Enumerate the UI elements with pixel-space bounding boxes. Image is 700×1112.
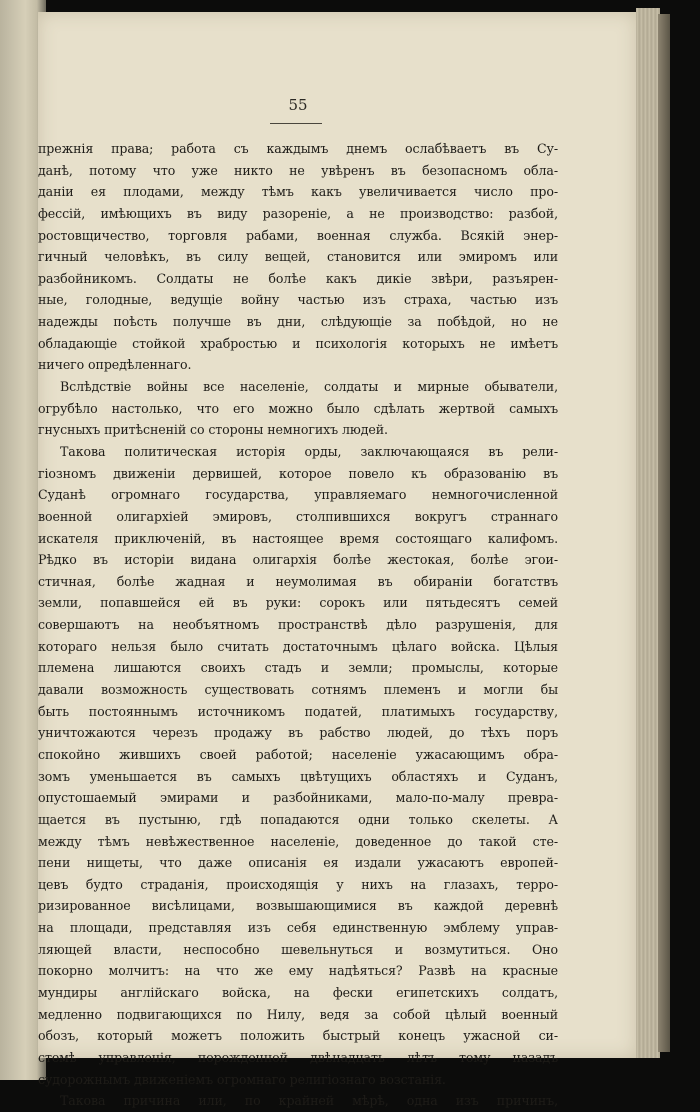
text-line: уничтожаются черезъ продажу въ рабство людей, до тѣхъ поръ: [38, 725, 558, 741]
text-line: ризированное висѣлицами, возвышающимися въ каждой деревнѣ: [38, 898, 558, 914]
text-line: ные, голодные, ведущіе войну частью изъ страха, частью изъ: [38, 292, 558, 308]
text-line: медленно подвигающихся по Нилу, ведя за собой цѣлый военный: [38, 1006, 558, 1022]
text-line: земли, попавшейся ей въ руки: сорокъ или пятьдесятъ семей: [38, 595, 558, 611]
page-number: 55: [288, 96, 308, 114]
text-line: огрубѣло настолько, что его можно было сдѣлать жертвой самыхъ: [38, 400, 558, 416]
page-block-edge: [636, 8, 660, 1058]
text-line: надежды поѣсть получше въ дни, слѣдующіе за побѣдой, но не: [38, 314, 558, 330]
book-page: [38, 12, 636, 1109]
text-line: давали возможность существовать сотнямъ племенъ и могли бы: [38, 682, 558, 698]
text-line: разбойникомъ. Солдаты не болѣе какъ дикіе звѣри, разъярен-: [38, 270, 558, 286]
text-line: Такова причина или, по крайней мѣрѣ, одна изъ причинъ,: [60, 1093, 558, 1109]
text-line: фессій, имѣющихъ въ виду разореніе, а не производство: разбой,: [38, 205, 558, 221]
text-line: искателя приключеній, въ настоящее время состоящаго калифомъ.: [38, 530, 558, 546]
body-text: [38, 138, 558, 1112]
text-line: племена лишаются своихъ стадъ и земли; промыслы, которые: [38, 660, 558, 676]
text-line: между тѣмъ невѣжественное населеніе, доведенное до такой сте-: [38, 833, 558, 849]
page-number-rule: [270, 123, 322, 124]
text-line: обозъ, который можетъ положить быстрый конецъ ужасной си-: [38, 1028, 558, 1044]
text-line: ничего опредѣленнаго.: [38, 357, 192, 373]
text-line: мундиры англійскаго войска, на фески египетскихъ солдатъ,: [38, 984, 558, 1000]
text-line: опустошаемый эмирами и разбойниками, мало-по-малу превра-: [38, 790, 558, 806]
text-line: быть постояннымъ источникомъ податей, платимыхъ государству,: [38, 703, 558, 719]
text-line: прежнія права; работа съ каждымъ днемъ ослабѣваетъ въ Су-: [38, 141, 558, 156]
text-line: котораго нельзя было считать достаточнымъ цѣлаго войска. Цѣлыя: [38, 638, 558, 654]
text-line: судорожнымъ движеніемъ огромнаго религіознаго возстанія.: [38, 1071, 446, 1087]
text-line: даніи ея плодами, между тѣмъ какъ увеличивается число про-: [38, 184, 558, 200]
text-line: ляющей власти, неспособно шевельнуться и возмутиться. Оно: [38, 941, 558, 957]
text-line: зомъ уменьшается въ самыхъ цвѣтущихъ областяхъ и Суданъ,: [38, 768, 558, 784]
text-line: стичная, болѣе жадная и неумолимая въ обираніи богатствъ: [38, 573, 558, 589]
text-line: щается въ пустыню, гдѣ попадаются одни только скелеты. А: [38, 811, 558, 827]
text-line: спокойно жившихъ своей работой; населеніе ужасающимъ обра-: [38, 746, 558, 762]
text-line: гнусныхъ притѣсненій со стороны немногихъ людей.: [38, 422, 388, 438]
text-line: гичный человѣкъ, въ силу вещей, становится или эмиромъ или: [38, 249, 558, 265]
text-line: гіозномъ движеніи дервишей, которое повело къ образованію въ: [38, 465, 558, 481]
page-block-shadow: [658, 14, 670, 1052]
text-line: пени нищеты, что даже описанія ея издали ужасаютъ европей-: [38, 855, 558, 871]
text-line: данѣ, потому что уже никто не увѣренъ въ безопасномъ обла-: [38, 162, 558, 178]
text-line: Рѣдко въ исторіи видана олигархія болѣе жестокая, болѣе эгои-: [38, 552, 558, 568]
text-line: совершаютъ на необъятномъ пространствѣ дѣло разрушенія, для: [38, 617, 558, 633]
text-line: Суданѣ огромнаго государства, управляемаго немногочисленной: [38, 487, 558, 503]
text-line: цевъ будто страданія, происходящія у нихъ на глазахъ, терро-: [38, 876, 558, 892]
text-line: на площади, представляя изъ себя единственную эмблему управ-: [38, 920, 558, 936]
text-line: покорно молчитъ: на что же ему надѣяться? Развѣ на красные: [38, 963, 558, 979]
text-line: обладающіе стойкой храбростью и психологія которыхъ не имѣетъ: [38, 335, 558, 351]
text-line: ростовщичество, торговля рабами, военная служба. Всякій энер-: [38, 227, 558, 243]
text-line: Такова политическая исторія орды, заключающаяся въ рели-: [60, 443, 558, 459]
text-line: Вслѣдствіе войны все населеніе, солдаты и мирные обыватели,: [60, 379, 558, 395]
text-line: военной олигархіей эмировъ, столпившихся вокругъ страннаго: [38, 508, 558, 524]
text-line: стемѣ управленія, порожденной двѣнадцать лѣтъ тому назадъ: [38, 1049, 558, 1065]
